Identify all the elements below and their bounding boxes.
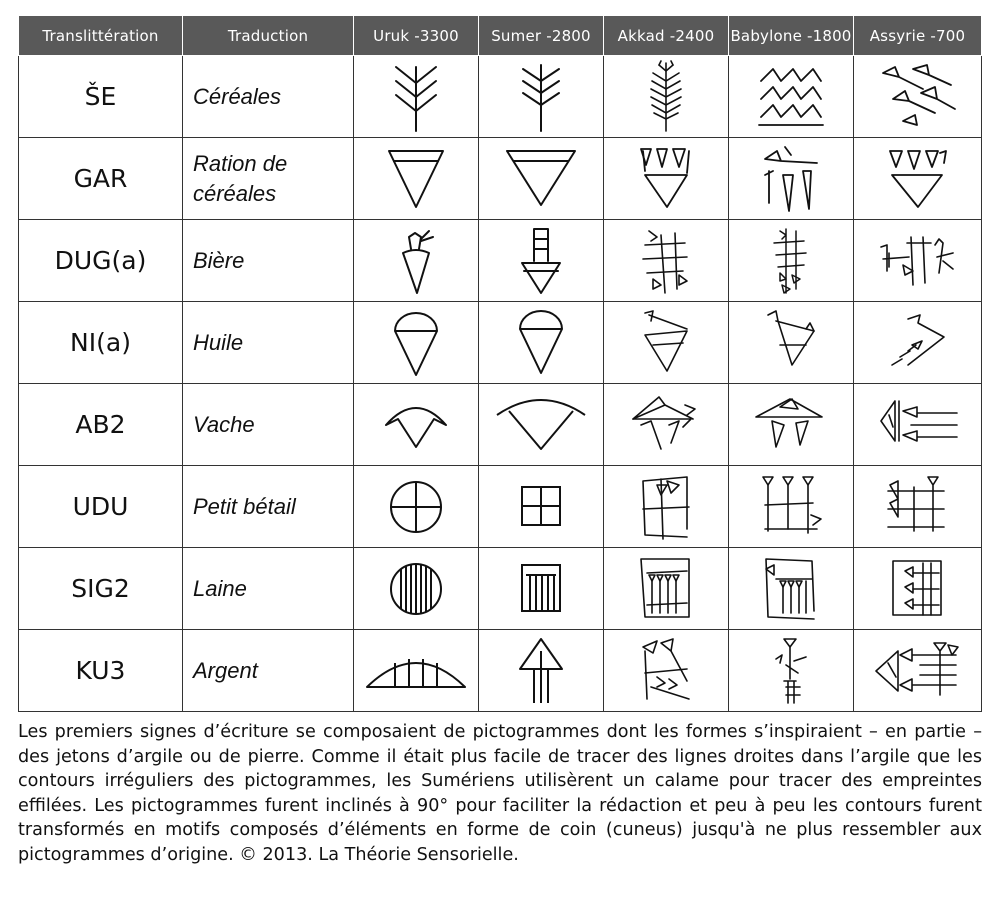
translit-cell: SIG2: [19, 548, 183, 630]
glyph-assyrie: [854, 56, 982, 138]
table-row: [19, 548, 982, 630]
silver-assyrie-icon: [868, 633, 968, 709]
silver-akkad-icon: [631, 633, 701, 709]
translation-cell: Argent: [183, 630, 354, 712]
header-translation: Traduction: [183, 16, 354, 56]
beer-jar-pictogram-icon: [381, 223, 451, 299]
translation-cell: Bière: [183, 220, 354, 302]
ration-bowl-sumer-icon: [501, 141, 581, 217]
glyph-babylone: [729, 548, 854, 630]
cuneiform-evolution-table: [18, 15, 982, 712]
barley-assyrie-icon: [873, 59, 963, 135]
sheep-pictogram-icon: [381, 469, 451, 545]
ration-assyrie-icon: [878, 141, 958, 217]
glyph-akkad: [604, 630, 729, 712]
glyph-akkad: [604, 220, 729, 302]
wool-assyrie-icon: [883, 551, 953, 627]
translit-cell: AB2: [19, 384, 183, 466]
oil-jar-pictogram-icon: [381, 305, 451, 381]
barley-pictogram-icon: [381, 59, 451, 135]
header-sumer: Sumer -2800: [479, 16, 604, 56]
table-row: [19, 466, 982, 548]
beer-jar-sumer-icon: [506, 223, 576, 299]
sheep-akkad-icon: [631, 469, 701, 545]
silver-sumer-icon: [506, 633, 576, 709]
wool-akkad-icon: [631, 551, 701, 627]
translation-cell: Ration de céréales: [183, 138, 354, 220]
glyph-babylone: [729, 466, 854, 548]
translit-cell: UDU: [19, 466, 183, 548]
cow-assyrie-icon: [873, 387, 963, 463]
glyph-assyrie: [854, 220, 982, 302]
glyph-babylone: [729, 630, 854, 712]
glyph-sumer: [479, 630, 604, 712]
glyph-uruk: [354, 548, 479, 630]
silver-babylone-icon: [756, 633, 826, 709]
glyph-assyrie: [854, 384, 982, 466]
cow-akkad-icon: [621, 387, 711, 463]
cow-head-pictogram-icon: [378, 387, 454, 463]
ration-bowl-pictogram-icon: [381, 141, 451, 217]
glyph-akkad: [604, 466, 729, 548]
glyph-akkad: [604, 138, 729, 220]
translation-cell: Huile: [183, 302, 354, 384]
translation-cell: Céréales: [183, 56, 354, 138]
barley-akkad-icon: [631, 59, 701, 135]
oil-babylone-icon: [756, 305, 826, 381]
ration-akkad-icon: [631, 141, 701, 217]
header-akkad: Akkad -2400: [604, 16, 729, 56]
oil-jar-sumer-icon: [506, 305, 576, 381]
translation-cell: Petit bétail: [183, 466, 354, 548]
oil-akkad-icon: [631, 305, 701, 381]
header-assyrie: Assyrie -700: [854, 16, 982, 56]
beer-babylone-icon: [756, 223, 826, 299]
header-translit: Translittération: [19, 16, 183, 56]
glyph-sumer: [479, 56, 604, 138]
glyph-assyrie: [854, 630, 982, 712]
sheep-babylone-icon: [751, 469, 831, 545]
glyph-sumer: [479, 138, 604, 220]
table-row: [19, 302, 982, 384]
glyph-uruk: [354, 220, 479, 302]
glyph-uruk: [354, 302, 479, 384]
glyph-akkad: [604, 56, 729, 138]
oil-assyrie-icon: [878, 305, 958, 381]
glyph-uruk: [354, 138, 479, 220]
translit-cell: KU3: [19, 630, 183, 712]
glyph-uruk: [354, 630, 479, 712]
table-row: [19, 384, 982, 466]
glyph-babylone: [729, 302, 854, 384]
glyph-assyrie: [854, 138, 982, 220]
glyph-babylone: [729, 384, 854, 466]
silver-pictogram-icon: [361, 633, 471, 709]
glyph-akkad: [604, 548, 729, 630]
barley-sumer-icon: [506, 59, 576, 135]
cow-head-sumer-icon: [491, 387, 591, 463]
glyph-sumer: [479, 384, 604, 466]
glyph-babylone: [729, 56, 854, 138]
glyph-assyrie: [854, 466, 982, 548]
beer-akkad-icon: [631, 223, 701, 299]
glyph-akkad: [604, 302, 729, 384]
translit-cell: NI(a): [19, 302, 183, 384]
glyph-sumer: [479, 548, 604, 630]
cow-babylone-icon: [746, 387, 836, 463]
wool-sumer-icon: [506, 551, 576, 627]
header-uruk: Uruk -3300: [354, 16, 479, 56]
glyph-sumer: [479, 466, 604, 548]
translit-cell: ŠE: [19, 56, 183, 138]
table-row: [19, 138, 982, 220]
sheep-assyrie-icon: [878, 469, 958, 545]
translit-cell: DUG(a): [19, 220, 183, 302]
table-row: [19, 220, 982, 302]
wool-pictogram-icon: [381, 551, 451, 627]
glyph-sumer: [479, 220, 604, 302]
glyph-sumer: [479, 302, 604, 384]
figure-caption: Les premiers signes d’écriture se composaient de pictogrammes dont les formes s’inspiraient – en partie – des jetons d’argile ou de pierre. Comme il était plus facile de tracer des lignes droites dans l’argile que les contours irréguliers des pictogrammes, les Sumériens utilisèrent un calame pour tracer des empreintes effilées. Les pictogrammes furent inclinés à 90° pour faciliter la rédaction et peu à peu les contours furent transformés en motifs composés d’éléments en forme de coin (cuneus) jusqu'à ne plus ressembler aux pictogrammes d’origine. © 2013. La Théorie Sensorielle.: [18, 722, 982, 865]
table-row: [19, 630, 982, 712]
glyph-uruk: [354, 466, 479, 548]
beer-assyrie-icon: [873, 223, 963, 299]
barley-babylone-icon: [751, 59, 831, 135]
header-babylone: Babylone -1800: [729, 16, 854, 56]
table-row: [19, 56, 982, 138]
glyph-akkad: [604, 384, 729, 466]
glyph-assyrie: [854, 548, 982, 630]
wool-babylone-icon: [756, 551, 826, 627]
translation-cell: Vache: [183, 384, 354, 466]
sheep-sumer-icon: [506, 469, 576, 545]
glyph-babylone: [729, 220, 854, 302]
glyph-babylone: [729, 138, 854, 220]
glyph-assyrie: [854, 302, 982, 384]
ration-babylone-icon: [751, 141, 831, 217]
glyph-uruk: [354, 56, 479, 138]
glyph-uruk: [354, 384, 479, 466]
translation-cell: Laine: [183, 548, 354, 630]
table-header-row: [19, 16, 982, 56]
translit-cell: GAR: [19, 138, 183, 220]
